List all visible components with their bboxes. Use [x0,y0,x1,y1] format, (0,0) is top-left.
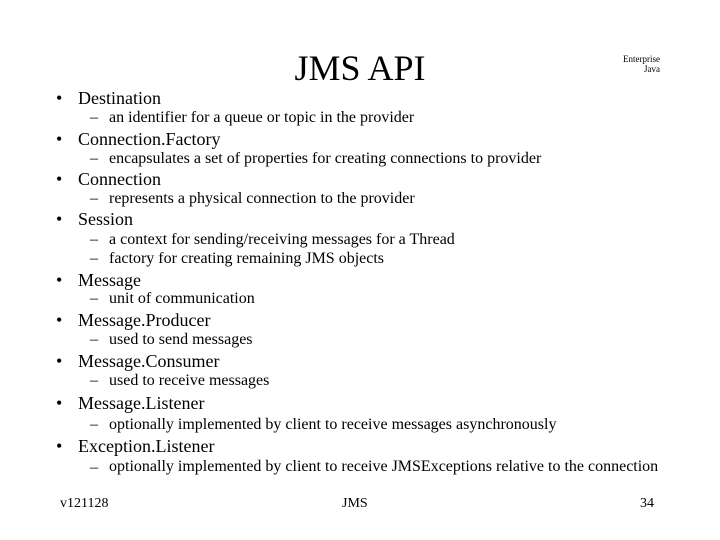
bullet-label: Message.Listener [78,393,205,413]
bullet-item [56,168,161,190]
bullet-label: Session [78,209,134,229]
sub-item-text: factory for creating remaining JMS objects [109,250,385,267]
sub-item-text: optionally implemented by client to receive messages asynchronously [109,416,557,433]
sub-item [90,372,269,390]
bullet-icon: • [56,169,63,189]
dash-icon: – [90,372,98,389]
sub-item-text: used to send messages [109,331,253,348]
bullet-item [56,269,141,291]
brand-line-2: Java [644,64,660,74]
bullet-item [56,435,214,457]
dash-icon: – [90,109,98,126]
dash-icon: – [90,416,98,433]
bullet-icon: • [56,310,63,330]
sub-item-text: encapsulates a set of properties for creating connections to provider [109,150,542,167]
bullet-item [56,208,133,230]
sub-item-text: represents a physical connection to the provider [109,190,415,207]
dash-icon: – [90,331,98,348]
sub-item-text: unit of communication [109,290,255,307]
sub-item [90,150,541,168]
sub-item [90,109,414,127]
sub-item-text: an identifier for a queue or topic in the provider [109,109,415,126]
dash-icon: – [90,150,98,167]
sub-item [90,190,415,208]
bullet-icon: • [56,393,63,413]
bullet-icon: • [56,351,63,371]
bullet-icon: • [56,270,63,290]
sub-item [90,231,455,249]
footer-topic: JMS [342,496,368,511]
bullet-label: Exception.Listener [78,436,215,456]
bullet-item [56,309,210,331]
bullet-label: Message.Producer [78,310,211,330]
bullet-icon: • [56,88,63,108]
bullet-item [56,392,204,414]
dash-icon: – [90,250,98,267]
dash-icon: – [90,290,98,307]
bullet-label: Message.Consumer [78,351,220,371]
bullet-icon: • [56,209,63,229]
brand-line-1: Enterprise [623,54,660,64]
bullet-icon: • [56,436,63,456]
sub-item [90,331,253,349]
bullet-label: Connection [78,169,161,189]
sub-item [90,416,556,434]
bullet-label: Destination [78,88,161,108]
sub-item-text: optionally implemented by client to receive JMSExceptions relative to the connection [109,458,659,475]
dash-icon: – [90,459,98,476]
bullet-icon: • [56,129,63,149]
bullet-label: Message [78,270,141,290]
footer-version: v121128 [60,496,109,511]
sub-item [90,250,384,268]
dash-icon: – [90,190,98,207]
sub-item-text: used to receive messages [109,372,270,389]
bullet-label: Connection.Factory [78,129,221,149]
sub-item [90,290,255,308]
page-number: 34 [640,496,654,511]
bullet-item [56,87,161,109]
bullet-item [56,128,220,150]
dash-icon: – [90,231,98,248]
bullet-item [56,350,219,372]
slide-title: JMS API [294,48,426,88]
brand-label [623,54,660,74]
sub-item [90,459,669,477]
sub-item-text: a context for sending/receiving messages for a Thread [109,231,455,248]
